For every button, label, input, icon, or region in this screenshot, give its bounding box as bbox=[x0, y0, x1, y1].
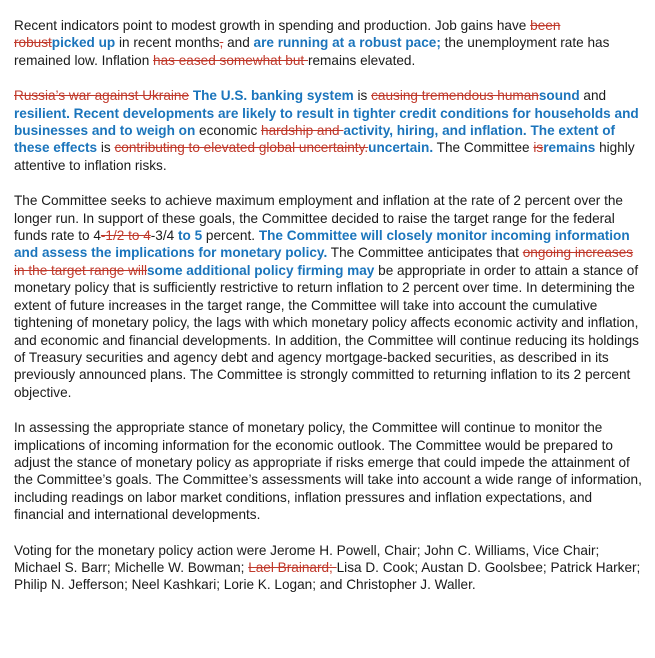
text-run: economic bbox=[195, 123, 262, 139]
inserted-text: activity, hiring, and inflation. The extent of these effects bbox=[14, 123, 616, 156]
text-run: -3/4 bbox=[150, 228, 178, 244]
deleted-text: hardship and bbox=[261, 123, 344, 139]
deleted-text: contributing to elevated global uncertainty. bbox=[114, 140, 369, 156]
deleted-text: -1/2 to 4 bbox=[100, 228, 151, 244]
inserted-text: picked up bbox=[51, 35, 116, 51]
paragraph-economic-conditions bbox=[14, 17, 645, 69]
deleted-text: Lael Brainard; bbox=[248, 559, 337, 575]
text-run: Recent indicators point to modest growth in spending and production. Job gains have bbox=[14, 18, 531, 33]
text-run: The Committee seeks to achieve maximum employment and inflation at the rate of 2 percent over the longer run. In support of these goals, the Committee decided to raise the target range for the federal funds rate to 4 bbox=[14, 193, 623, 244]
text-run: in recent months bbox=[115, 35, 220, 51]
inserted-text: sound bbox=[538, 88, 580, 104]
deleted-text: been robust bbox=[14, 18, 561, 51]
text-run: remains elevated. bbox=[307, 52, 416, 68]
inserted-text: The U.S. banking system bbox=[192, 88, 354, 104]
paragraph-policy-assessment bbox=[14, 419, 645, 523]
text-run: Voting for the monetary policy action were Jerome H. Powell, Chair; John C. Williams, Vice Chair; Michael S. Barr; Michelle W. Bowman; bbox=[14, 542, 600, 575]
paragraph-voting-members bbox=[14, 542, 645, 594]
text-run: In assessing the appropriate stance of monetary policy, the Committee will continue to monitor the implications of incoming information for the economic outlook. The Committee would be prepared to adjust the stance of monetary policy as appropriate if risks emerge that could impede the attainment of the Committee’s goals. The Committee’s assessments will take into account a wide range of information, including readings on labor market conditions, inflation pressures and inflation expectations, and financial and international developments. bbox=[14, 420, 642, 523]
deleted-text: is bbox=[533, 140, 544, 156]
inserted-text: The Committee will closely monitor incoming information and assess the implications for monetary policy. bbox=[14, 228, 630, 261]
deleted-text: ongoing increases in the target range will bbox=[14, 245, 634, 278]
deleted-text: , bbox=[219, 35, 224, 51]
inserted-text: uncertain. bbox=[368, 140, 434, 156]
text-run: is bbox=[97, 140, 115, 156]
inserted-text: remains bbox=[543, 140, 596, 156]
deleted-text: has eased somewhat but bbox=[153, 52, 308, 68]
text-run: Lisa D. Cook; Austan D. Goolsbee; Patrick Harker; Philip N. Jefferson; Neel Kashkari; Lorie K. Logan; and Christopher J. Waller. bbox=[14, 559, 641, 593]
text-run: be appropriate in order to attain a stance of monetary policy that is sufficiently restrictive to return inflation to 2 percent over time. In determining the extent of future increases in the target range, the Committee will take into account the cumulative tightening of monetary policy, the lags with which monetary policy affects economic activity and inflation, and economic and financial developments. In addition, the Committee will continue reducing its holdings of Treasury securities and agency debt and agency mortgage-backed securities, as described in its previously announced plans. The Committee is strongly committed to returning inflation to its 2 percent objective. bbox=[14, 262, 639, 400]
text-run: and bbox=[223, 35, 254, 51]
paragraph-policy-decision bbox=[14, 192, 645, 401]
deleted-text: causing tremendous human bbox=[371, 88, 539, 104]
inserted-text: to 5 bbox=[177, 228, 203, 244]
inserted-text: some additional policy firming may bbox=[147, 262, 375, 278]
deleted-text: Russia’s war against Ukraine bbox=[14, 88, 190, 104]
inserted-text: are running at a robust pace; bbox=[253, 35, 441, 51]
paragraph-banking-system bbox=[14, 87, 645, 174]
text-run: The Committee anticipates that bbox=[327, 245, 523, 261]
text-run: percent. bbox=[202, 228, 259, 244]
text-run: the unemployment rate has remained low. Inflation bbox=[14, 35, 610, 68]
text-run: is bbox=[353, 88, 372, 104]
text-run: and bbox=[579, 88, 607, 104]
inserted-text: resilient. Recent developments are likely to result in tighter credit conditions for households and businesses and to weigh on bbox=[14, 105, 639, 139]
text-run: highly attentive to inflation risks. bbox=[14, 140, 635, 173]
text-run: The Committee bbox=[433, 140, 534, 156]
